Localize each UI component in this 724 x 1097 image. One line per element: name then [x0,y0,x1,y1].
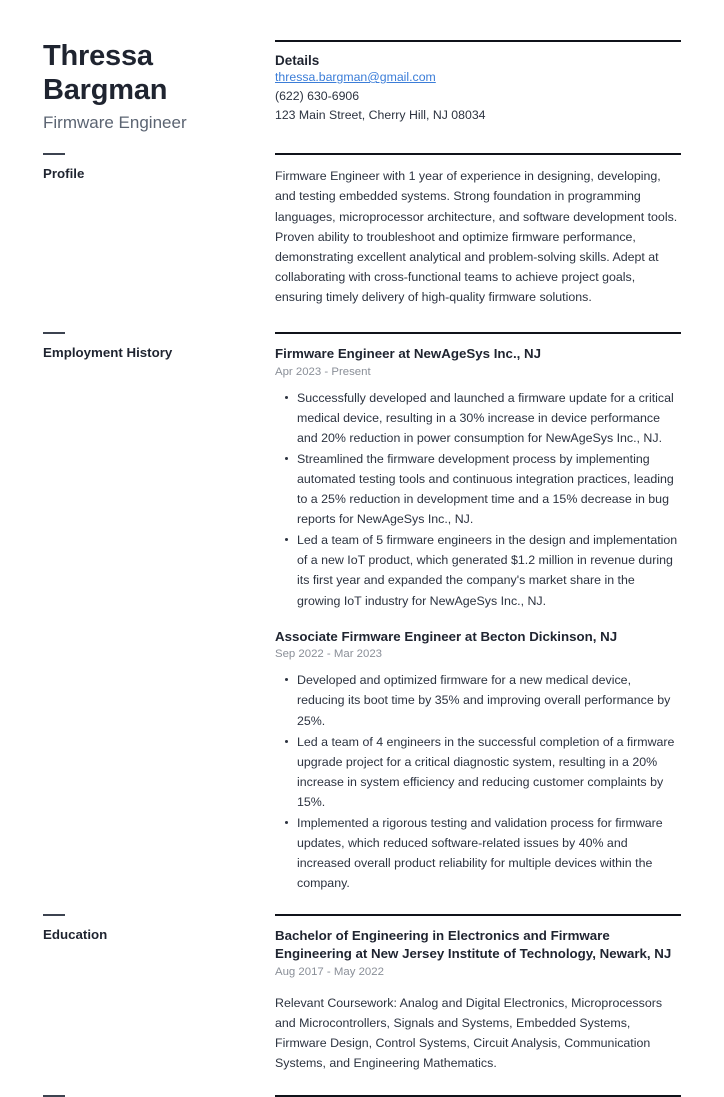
section-employment [43,332,681,894]
address-text: 123 Main Street, Cherry Hill, NJ 08034 [275,108,486,123]
section-education [43,914,681,1073]
coursework-text: Relevant Coursework: Analog and Digital Electronics, Microprocessors and Microcontrollers, Signals and Systems, Embedded Systems, Firmware Design, Control Systems, Circuit Analysis, Communication Systems, and Engineering Mathematics. [275,995,663,1070]
entry-title: Bachelor of Engineering in Electronics and Firmware Engineering at New Jersey Institute of Technology, Newark, NJ [275,928,672,962]
section-label-employment: Employment History [43,345,173,360]
list-item: Led a team of 4 engineers in the successful completion of a firmware upgrade project for a critical diagnostic system, resulting in a 20% increase in system efficiency and reducing customer complaints by 15%. [297,732,681,812]
section-label-profile: Profile [43,166,85,182]
entry-date: Aug 2017 - May 2022 [275,965,384,978]
entry-title: Associate Firmware Engineer at Becton Dickinson, NJ [275,628,618,644]
email-link[interactable]: thressa.bargman@gmail.com [275,70,436,84]
entry-title: Firmware Engineer at NewAgeSys Inc., NJ [275,346,542,361]
employment-label-col [43,332,275,360]
education-entry [275,927,681,1073]
section-dash-icon [43,153,65,155]
entry-bullet-list [275,388,681,611]
first-name: Thressa [43,40,153,72]
profile-text: Firmware Engineer with 1 year of experience in designing, developing, and testing embedded systems. Strong foundation in programming languages, microprocessor architecture, and software development tools. Proven ability to troubleshoot and optimize firmware performance, demonstrating excellent analytical and problem-solving skills. Adept at collaborating with cross-functional teams to achieve project goals, ensuring timely delivery of high-quality firmware solutions. [275,169,678,304]
education-content [275,914,681,1073]
entry-bullet-list [275,670,681,893]
section-profile [43,153,681,307]
last-name: Bargman [43,73,168,106]
list-item: Implemented a rigorous testing and validation process for firmware updates, which reduced software-related issues by 40% and increased overall product reliability for multiple devices within the company. [297,813,681,893]
employment-content [275,332,681,894]
profile-content [275,153,681,307]
list-item: Developed and optimized firmware for a new medical device, reducing its boot time by 35% and improving overall performance by 25%. [297,670,681,730]
resume-header [43,0,681,134]
employment-entry [275,345,681,611]
education-divider [275,914,681,916]
profile-label-col [43,153,275,181]
details-heading: Details [275,53,320,68]
list-item: Led a team of 5 firmware engineers in the design and implementation of a new IoT product, which generated $1.2 million in revenue during its first year and expanded the company's market share in the growing IoT industry for NewAgeSys Inc., NJ. [297,530,681,610]
entry-date: Sep 2022 - Mar 2023 [275,648,383,661]
education-label-col [43,914,275,942]
employment-divider [275,332,681,334]
phone-text: (622) 630-6906 [275,89,360,104]
list-item: Successfully developed and launched a firmware update for a critical medical device, resulting in a 30% increase in device performance and 20% reduction in power consumption for NewAgeSys Inc., NJ. [297,388,681,448]
section-label-education: Education [43,927,108,943]
details-block [275,40,681,125]
profile-divider [275,153,681,155]
section-dash-icon [43,914,65,916]
entry-date: Apr 2023 - Present [275,365,371,378]
header-identity [43,40,275,134]
employment-entry [275,628,681,894]
list-item: Streamlined the firmware development process by implementing automated testing tools and continuous integration practices, leading to a 25% reduction in development time and a 15% decrease in bug reports for NewAgeSys Inc., NJ. [297,449,681,529]
details-divider [275,40,681,42]
section-dash-icon [43,332,65,334]
page-title [43,40,261,107]
job-role-subtitle: Firmware Engineer [43,113,187,133]
